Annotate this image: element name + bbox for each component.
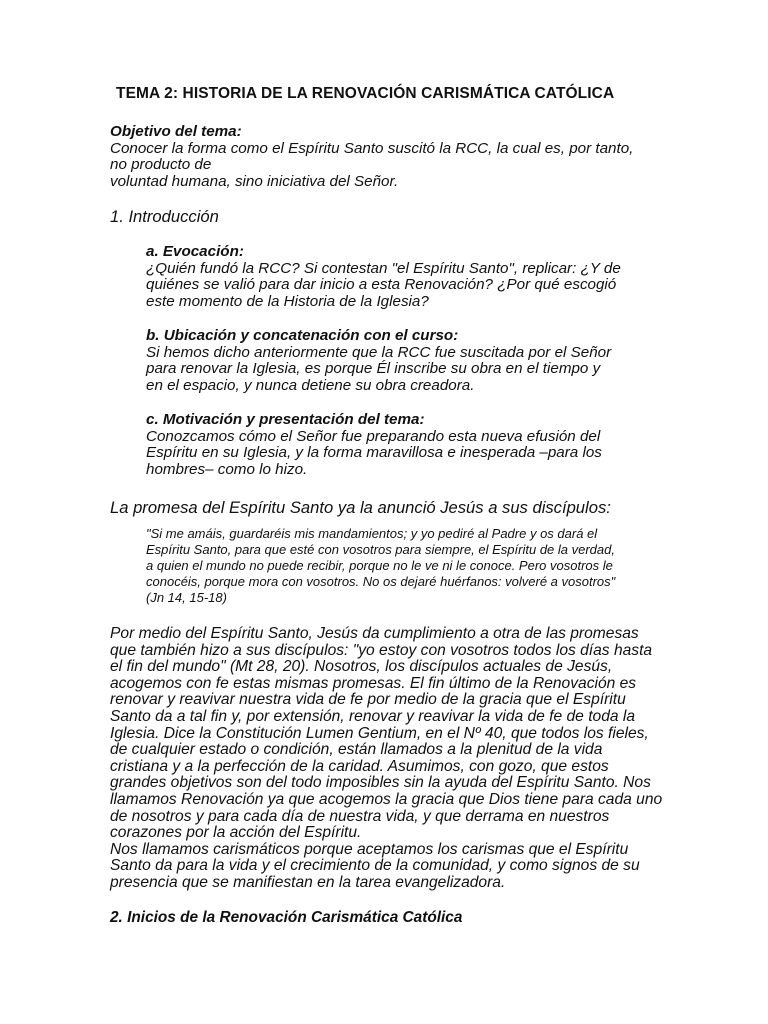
evocacion-line: quiénes se valió para dar inicio a esta Renovación? ¿Por qué escogió — [146, 276, 617, 294]
quote-line: conocéis, porque mora con vosotros. No os dejaré huérfanos: volveré a vosotros" — [146, 574, 616, 589]
body-line: el fin del mundo" (Mt 28, 20). Nosotros, los discípulos actuales de Jesús, — [110, 658, 613, 676]
evocacion-line: este momento de la Historia de la Iglesia? — [146, 292, 429, 310]
body-line: grandes objetivos son del todo imposibles sin la ayuda del Espíritu Santo. Nos — [110, 774, 651, 792]
scripture-quote — [146, 526, 615, 606]
body-line: renovar y reavivar nuestra vida de fe por medio de la gracia que el Espíritu — [110, 691, 626, 709]
document-title: TEMA 2: HISTORIA DE LA RENOVACIÓN CARISMÁTICA CATÓLICA — [116, 85, 615, 102]
quote-line: "Si me amáis, guardaréis mis mandamientos; y yo pediré al Padre y os dará el — [146, 526, 598, 541]
quote-citation: (Jn 14, 15-18) — [146, 590, 227, 605]
objective-line: Conocer la forma como el Espíritu Santo suscitó la RCC, la cual es, por tanto, — [110, 139, 634, 157]
motivacion-line: Espíritu en su Iglesia, y la forma maravillosa e inesperada –para los — [146, 444, 602, 462]
objective-heading: Objetivo del tema: — [110, 123, 242, 140]
section-2-heading: 2. Inicios de la Renovación Carismática Católica — [110, 909, 463, 926]
objective-section — [110, 124, 633, 190]
ubicacion-line: para renovar la Iglesia, es porque Él inscribe su obra en el tiempo y — [146, 360, 601, 378]
body-line: cristiana y a la perfección de la caridad. Asumimos, con gozo, que estos — [110, 757, 609, 775]
motivacion-line: Conozcamos cómo el Señor fue preparando esta nueva efusión del — [146, 427, 601, 445]
quote-line: a quien el mundo no puede recibir, porque no le ve ni le conoce. Pero vosotros le — [146, 558, 613, 573]
motivacion-section — [146, 412, 602, 478]
motivacion-heading: c. Motivación y presentación del tema: — [146, 411, 425, 428]
ubicacion-line: Si hemos dicho anteriormente que la RCC fue suscitada por el Señor — [146, 343, 612, 361]
evocacion-section — [146, 244, 621, 310]
ubicacion-line: en el espacio, y nunca detiene su obra creadora. — [146, 376, 475, 394]
section-1-heading: 1. Introducción — [110, 207, 219, 226]
body-line: que también hizo a sus discípulos: "yo estoy con vosotros todos los días hasta — [110, 641, 653, 659]
body-line: de cualquier estado o condición, están llamados a la plenitud de la vida — [110, 741, 603, 759]
motivacion-line: hombres– como lo hizo. — [146, 460, 308, 478]
body-line: presencia que se manifiestan en la tarea evangelizadora. — [110, 873, 506, 891]
body-line: de nosotros y para cada día de nuestra vida, y que derrama en nuestros — [110, 807, 610, 825]
body-line: Santo da para la vida y el crecimiento de la comunidad, y como signos de su — [110, 857, 640, 875]
objective-line: voluntad humana, sino iniciativa del Señor. — [110, 172, 399, 190]
objective-line: no producto de — [110, 156, 212, 174]
quote-line: Espíritu Santo, para que esté con vosotros para siempre, el Espíritu de la verdad, — [146, 542, 615, 557]
body-paragraph — [110, 626, 662, 892]
evocacion-line: ¿Quién fundó la RCC? Si contestan "el Espíritu Santo", replicar: ¿Y de — [146, 259, 621, 277]
body-line: acogemos con fe estas mismas promesas. El fin último de la Renovación es — [110, 674, 637, 692]
body-line: llamamos Renovación ya que acogemos la gracia que Dios tiene para cada uno — [110, 790, 663, 808]
promise-intro: La promesa del Espíritu Santo ya la anunció Jesús a sus discípulos: — [110, 498, 611, 517]
body-line: corazones por la acción del Espíritu. — [110, 824, 362, 842]
ubicacion-section — [146, 328, 611, 394]
body-line: Por medio del Espíritu Santo, Jesús da cumplimiento a otra de las promesas — [110, 625, 639, 642]
body-line: Nos llamamos carismáticos porque aceptamos los carismas que el Espíritu — [110, 840, 629, 858]
body-line: Iglesia. Dice la Constitución Lumen Gentium, en el Nº 40, que todos los fieles, — [110, 724, 649, 742]
evocacion-heading: a. Evocación: — [146, 243, 244, 260]
body-line: Santo da a tal fin y, por extensión, renovar y reavivar la vida de fe de toda la — [110, 707, 636, 725]
ubicacion-heading: b. Ubicación y concatenación con el curso: — [146, 327, 459, 344]
